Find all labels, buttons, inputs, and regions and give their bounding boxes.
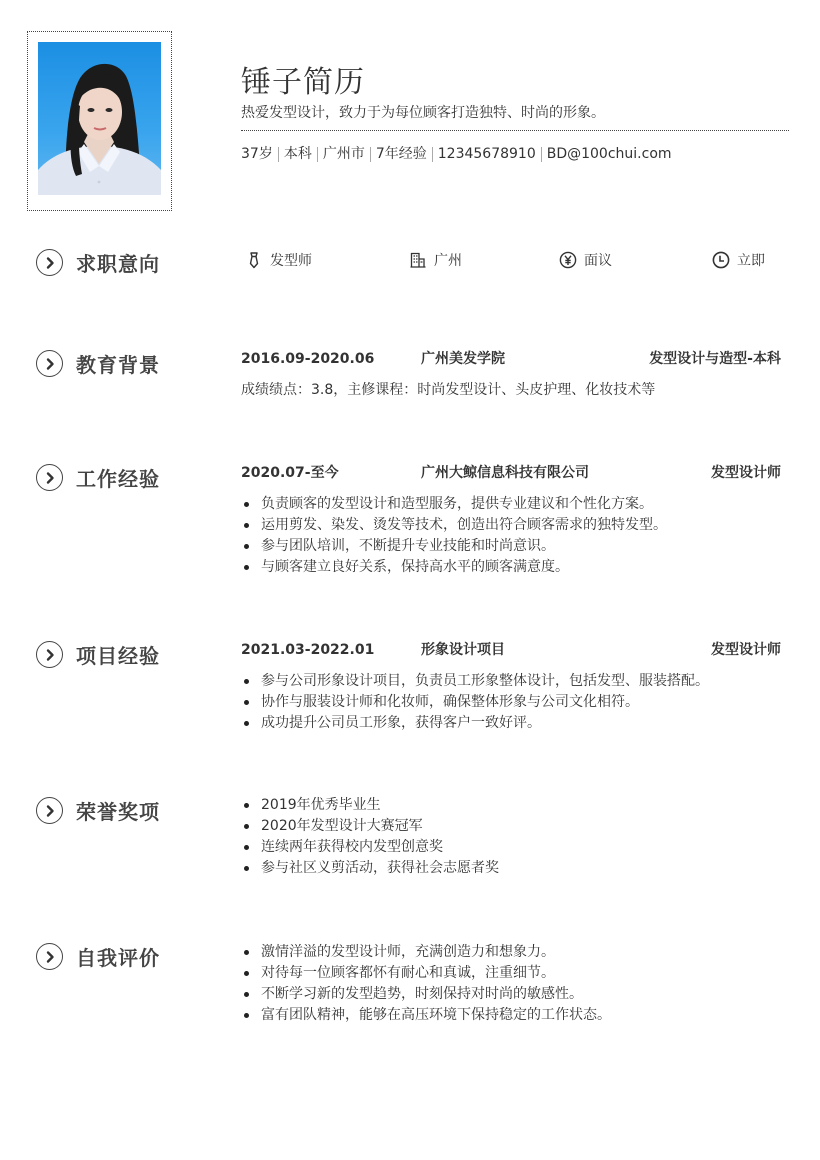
chevron-right-circle-icon [36, 249, 63, 276]
yuan-icon [559, 251, 577, 269]
section-title: 自我评价 [76, 946, 160, 970]
list-item: 2019年优秀毕业生 [241, 795, 499, 816]
list-item: 负责顾客的发型设计和造型服务，提供专业建议和个性化方案。 [241, 494, 667, 515]
list-item: 成功提升公司员工形象，获得客户一致好评。 [241, 713, 709, 734]
info-separator [278, 147, 279, 162]
contact-info [241, 144, 672, 164]
intent-position-label: 发型师 [270, 253, 312, 269]
project-date: 2021.03-2022.01 [241, 642, 375, 658]
education-date: 2016.09-2020.06 [241, 351, 375, 367]
section-header-education [36, 349, 160, 378]
list-item: 参与团队培训，不断提升专业技能和时尚意识。 [241, 536, 667, 557]
list-item: 连续两年获得校内发型创意奖 [241, 837, 499, 858]
list-item: 参与公司形象设计项目，负责员工形象整体设计，包括发型、服装搭配。 [241, 671, 709, 692]
project-bullets [241, 671, 709, 734]
work-bullets [241, 494, 667, 578]
education-entry-header [241, 349, 781, 369]
info-experience: 7年经验 [375, 146, 427, 162]
job-intent-row [241, 250, 789, 274]
intent-position [245, 250, 312, 270]
chevron-right-circle-icon [36, 350, 63, 377]
section-title: 荣誉奖项 [76, 800, 160, 824]
section-title: 工作经验 [76, 467, 160, 491]
intent-salary [559, 250, 612, 270]
project-entry-header [241, 640, 781, 660]
work-role: 发型设计师 [711, 465, 781, 481]
list-item: 激情洋溢的发型设计师，充满创造力和想象力。 [241, 942, 611, 963]
portrait-illustration [38, 42, 161, 195]
list-item: 与顾客建立良好关系，保持高水平的顾客满意度。 [241, 557, 667, 578]
chevron-right-circle-icon [36, 641, 63, 668]
info-separator [370, 147, 371, 162]
intent-availability-label: 立即 [737, 253, 765, 269]
intent-availability [712, 250, 765, 270]
info-separator [432, 147, 433, 162]
list-item: 2020年发型设计大赛冠军 [241, 816, 499, 837]
building-icon [409, 251, 427, 269]
work-date: 2020.07-至今 [241, 465, 339, 481]
section-header-self [36, 942, 160, 971]
info-separator [541, 147, 542, 162]
intent-city [409, 250, 462, 270]
section-title: 求职意向 [76, 252, 160, 276]
list-item: 参与社区义剪活动，获得社会志愿者奖 [241, 858, 499, 879]
intent-city-label: 广州 [434, 253, 462, 269]
tie-icon [245, 251, 263, 269]
clock-icon [712, 251, 730, 269]
chevron-right-circle-icon [36, 797, 63, 824]
section-header-awards [36, 796, 160, 825]
list-item: 运用剪发、染发、烫发等技术，创造出符合顾客需求的独特发型。 [241, 515, 667, 536]
section-title: 项目经验 [76, 644, 160, 668]
resume-subtitle: 热爱发型设计，致力于为每位顾客打造独特、时尚的形象。 [241, 105, 605, 121]
info-phone[interactable]: 12345678910 [437, 146, 536, 162]
self-evaluation-bullets [241, 942, 611, 1026]
work-company: 广州大鲸信息科技有限公司 [421, 465, 589, 481]
project-role: 发型设计师 [711, 642, 781, 658]
section-header-project [36, 640, 160, 669]
project-name: 形象设计项目 [421, 642, 505, 658]
awards-bullets [241, 795, 499, 879]
education-school: 广州美发学院 [421, 351, 505, 367]
intent-salary-label: 面议 [584, 253, 612, 269]
list-item: 不断学习新的发型趋势，时刻保持对时尚的敏感性。 [241, 984, 611, 1005]
info-degree: 本科 [283, 146, 312, 162]
education-major: 发型设计与造型-本科 [649, 351, 781, 367]
section-header-work [36, 463, 160, 492]
education-detail: 成绩绩点：3.8，主修课程：时尚发型设计、头皮护理、化妆技术等 [241, 382, 656, 398]
list-item: 对待每一位顾客都怀有耐心和真诚，注重细节。 [241, 963, 611, 984]
section-header-intent [36, 248, 160, 277]
info-separator [317, 147, 318, 162]
chevron-right-circle-icon [36, 943, 63, 970]
list-item: 富有团队精神，能够在高压环境下保持稳定的工作状态。 [241, 1005, 611, 1026]
section-title: 教育背景 [76, 353, 160, 377]
chevron-right-circle-icon [36, 464, 63, 491]
work-entry-header [241, 463, 781, 483]
info-email[interactable]: BD@100chui.com [546, 146, 672, 162]
photo-frame [27, 31, 172, 211]
info-age: 37岁 [241, 146, 273, 162]
profile-photo [38, 42, 161, 195]
header-divider [241, 130, 789, 131]
resume-title: 锤子简历 [241, 65, 365, 100]
info-city: 广州市 [322, 146, 365, 162]
list-item: 协作与服装设计师和化妆师，确保整体形象与公司文化相符。 [241, 692, 709, 713]
